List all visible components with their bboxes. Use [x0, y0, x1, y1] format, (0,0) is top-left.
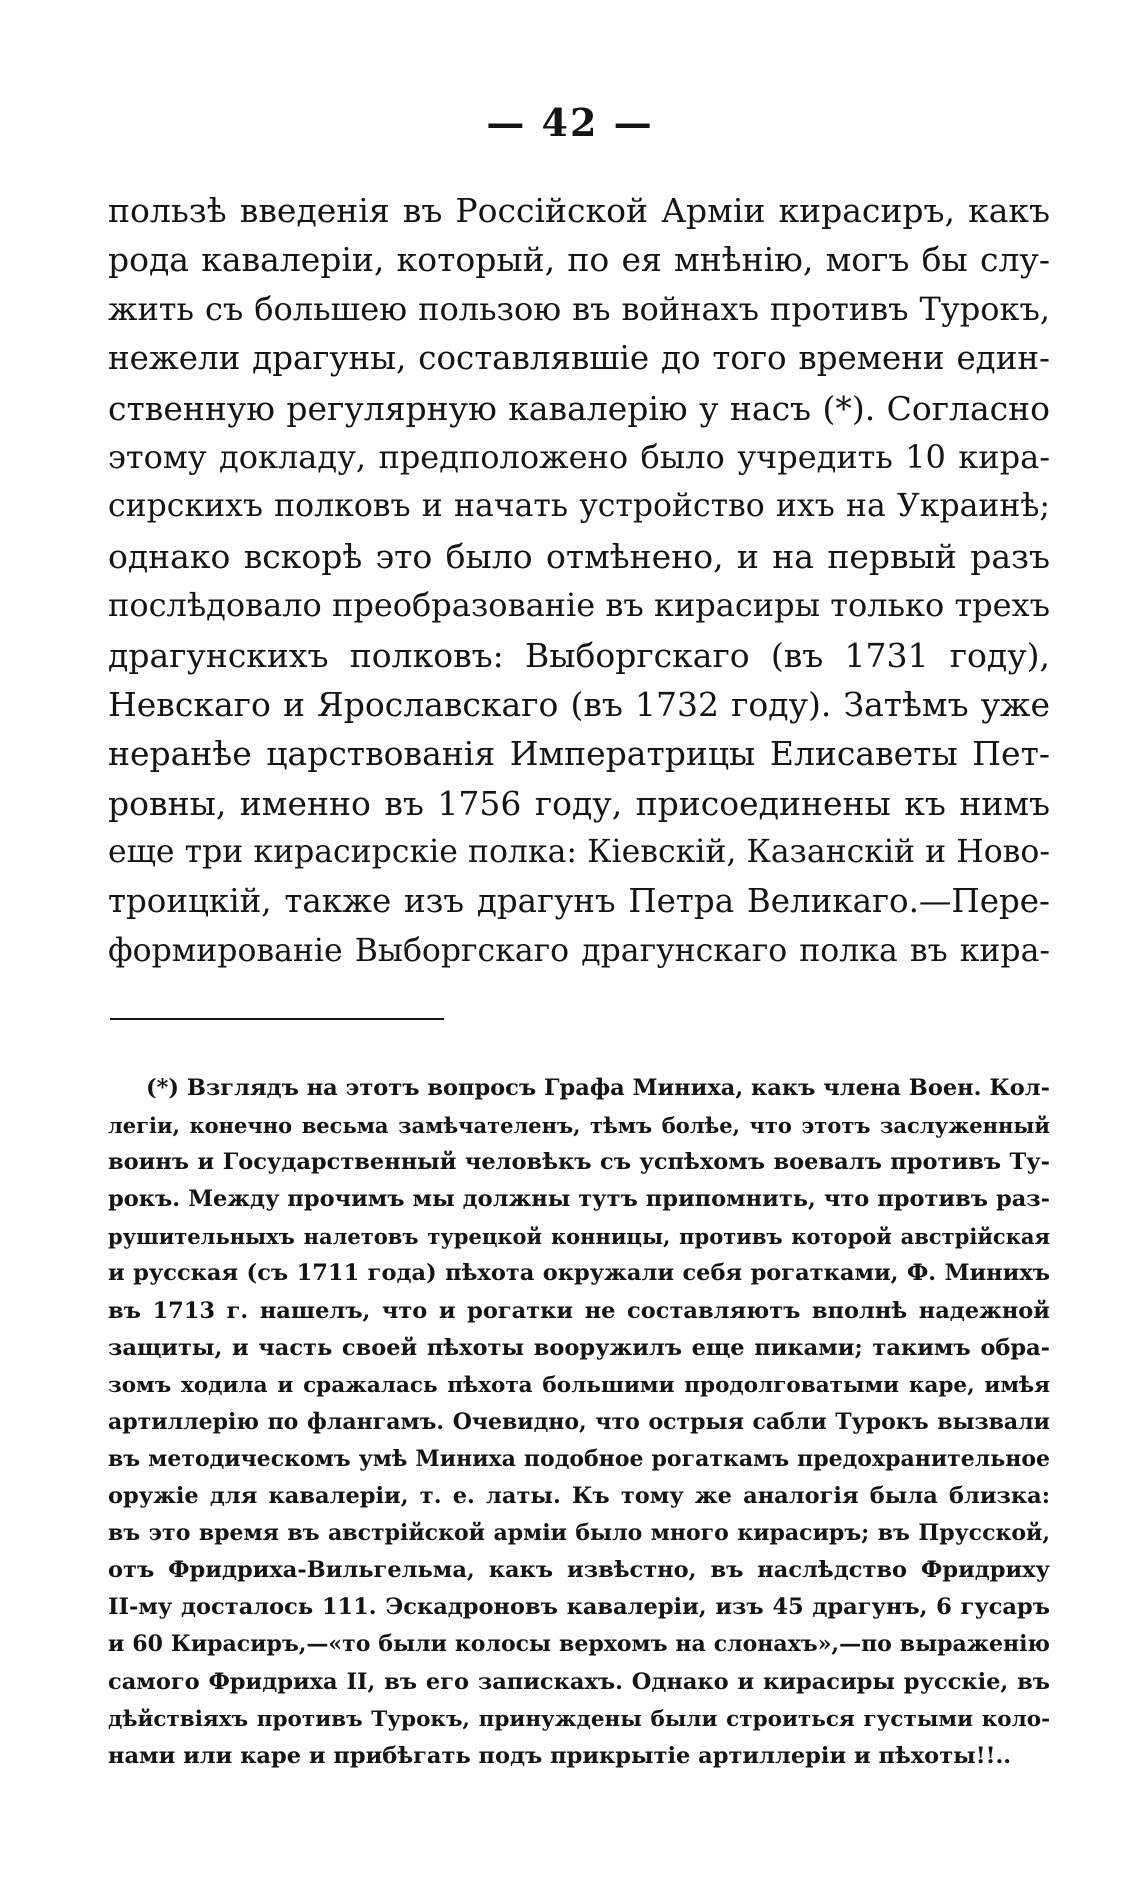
footnote-line: зомъ ходила и сражалась пѣхота большими продолговатыми каре, имѣя: [108, 1372, 1050, 1398]
footnote-line: дѣйствіяхъ противъ Турокъ, принуждены были строиться густыми коло-: [108, 1706, 1050, 1732]
main-text: [108, 186, 1050, 976]
main-text-line: ственную регулярную кавалерію у насъ (*). Согласно: [108, 388, 1050, 428]
main-text-line: жить съ большею пользою въ войнахъ противъ Турокъ,: [108, 289, 1050, 328]
footnote-line: отъ Фридриха-Вильгельма, какъ извѣстно, въ наслѣдство Фридриху: [108, 1557, 1050, 1584]
footnote-line: воинъ и Государственный человѣкъ съ успѣхомъ воевалъ противъ Ту-: [108, 1149, 1050, 1176]
footnote: [108, 1070, 1050, 1775]
main-text-line: этому докладу, предположено было учредить 10 кира-: [108, 437, 1050, 476]
footnote-line: рушительныхъ налетовъ турецкой конницы, противъ которой австрійская: [108, 1224, 1050, 1250]
main-text-line: еще три кирасирскіе полка: Кіевскій, Казанскій и Ново-: [108, 834, 1050, 871]
footnote-line: оружіе для кавалеріи, т. е. латы. Къ тому же аналогія была близка:: [108, 1483, 1050, 1510]
main-text-line: однако вскорѣ это было отмѣнено, и на первый разъ: [108, 536, 1050, 576]
footnote-line: (*) Взглядъ на этотъ вопросъ Графа Миниха, какъ члена Воен. Кол-: [146, 1075, 1050, 1101]
footnote-line: и русская (съ 1711 года) пѣхота окружали себя рогатками, Ф. Минихъ: [108, 1260, 1050, 1287]
footnote-line: въ методическомъ умѣ Миниха подобное рогаткамъ предохранительное: [108, 1445, 1050, 1472]
main-text-line: Невскаго и Ярославскаго (въ 1732 году). Затѣмъ уже: [108, 684, 1050, 724]
footnote-line: въ 1713 г. нашелъ, что и рогатки не составляютъ вполнѣ надежной: [108, 1297, 1050, 1324]
main-text-line: драгунскихъ полковъ: Выборгскаго (въ 1731 году),: [108, 635, 1050, 675]
footnote-line: нами или каре и прибѣгать подъ прикрытіе артиллеріи и пѣхоты!!..: [108, 1742, 1012, 1769]
footnote-line: въ это время въ австрійской арміи было много кирасиръ; въ Прусской,: [108, 1520, 1050, 1547]
main-text-line: формированіе Выборгскаго драгунскаго полка въ кира-: [108, 932, 1050, 969]
main-text-line: послѣдовало преобразованіе въ кирасиры только трехъ: [108, 586, 1050, 625]
main-text-line: ровны, именно въ 1756 году, присоединены къ нимъ: [108, 783, 1050, 823]
footnote-line: II-му досталось 111. Эскадроновъ кавалеріи, изъ 45 драгунъ, 6 гусаръ: [108, 1594, 1050, 1621]
main-text-line: рода кавалеріи, который, по ея мнѣнію, могъ бы слу-: [108, 240, 1050, 280]
footnote-line: артиллерію по флангамъ. Очевидно, что острыя сабли Турокъ вызвали: [108, 1408, 1050, 1435]
footnote-line: и 60 Кирасиръ,—«то были колосы верхомъ на слонахъ»,—по выраженію: [108, 1631, 1050, 1658]
main-text-line: нежели драгуны, составлявшіе до того времени един-: [108, 339, 1050, 378]
main-text-line: неранѣе царствованія Императрицы Елисаветы Пет-: [108, 734, 1050, 774]
main-text-line: сирскихъ полковъ и начать устройство ихъ на Украинѣ;: [108, 488, 1050, 525]
page-number: — 42 —: [486, 100, 654, 145]
footnote-line: рокъ. Между прочимъ мы должны тутъ припомнить, что противъ раз-: [108, 1186, 1050, 1213]
footnote-line: легіи, конечно весьма замѣчателенъ, тѣмъ болѣе, что этотъ заслуженный: [108, 1113, 1050, 1139]
footnote-line: защиты, и часть своей пѣхоты вооружилъ еще пиками; такимъ обра-: [108, 1334, 1050, 1361]
main-text-line: троицкій, также изъ драгунъ Петра Великаго.—Пере-: [108, 882, 1050, 921]
main-text-line: пользѣ введенія въ Россійской Арміи кирасиръ, какъ: [108, 191, 1050, 230]
footnote-line: самого Фридриха II, въ его запискахъ. Однако и кирасиры русскіе, въ: [108, 1668, 1050, 1695]
footnote-divider: [110, 1018, 444, 1020]
